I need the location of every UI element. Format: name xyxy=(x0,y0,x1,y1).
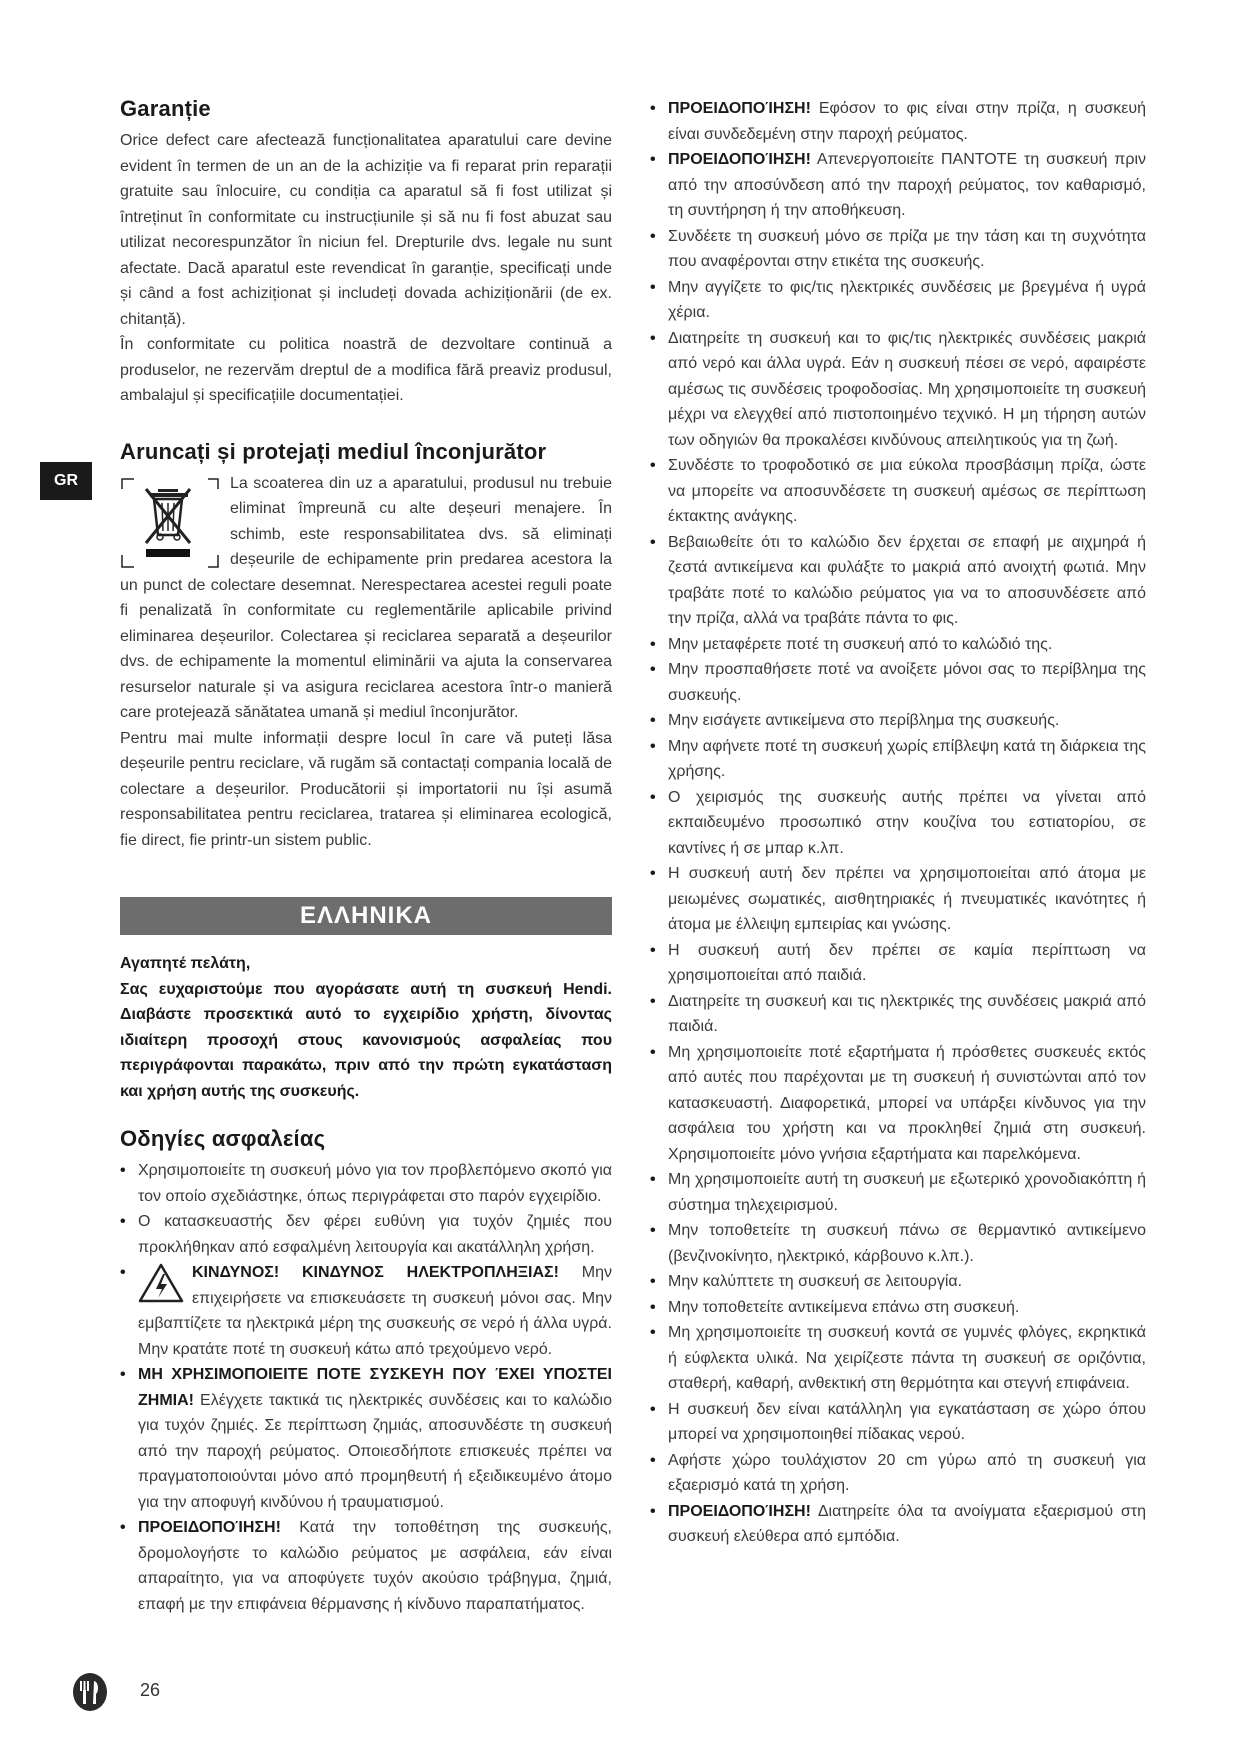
greeting: Αγαπητέ πελάτη, xyxy=(120,955,251,972)
list-item: • Διατηρείτε τη συσκευή και το φις/τις ηλεκτρικές συνδέσεις μακριά από νερό και άλλα υγρά. Εάν η συσκευή πέσει σε νερό, αφαιρέστε αμέσως τις συνδέσεις τροφοδοσίας. Μη χρησιμοποιείτε τη συσκευή μέχρι να ελεγχθεί από πιστοποιημένο τεχνικό. Η μη τήρηση αυτών των οδηγιών θα προκαλέσει κινδύνους απειλητικούς για τη ζωή. xyxy=(650,329,1146,449)
list-item: • Συνδέετε τη συσκευή μόνο σε πρίζα με την τάση και τη συχνότητα που αναφέρονται στην ετικέτα της συσκευής. xyxy=(650,227,1146,270)
list-item: • Ο χειρισμός της συσκευής αυτής πρέπει να γίνεται από εκπαιδευμένο προσωπικό στην κουζίνα του εστιατορίου, σε καντίνες ή σε μπαρ κ.λπ. xyxy=(650,788,1146,857)
safety-list-left xyxy=(120,1158,612,1617)
list-item: • Μην τοποθετείτε τη συσκευή πάνω σε θερμαντικό αντικείμενο (βενζινοκίνητο, ηλεκτρικό, κάρβουνο κ.λπ.). xyxy=(650,1222,1146,1265)
safety-heading: Οδηγίες ασφαλείας xyxy=(120,1126,326,1151)
left-column xyxy=(120,96,612,1617)
waste-paragraph-1: La scoaterea din uz a aparatului, produsul nu trebuie eliminat împreună cu alte deșeuri menajere. În schimb, este responsabilitatea dvs. să eliminați deșeurile de echipamente prin predarea acestora la un punct de colectare desemnat. Nerespectarea acestei reguli poate fi penalizată în conformitate cu reglementările aplicabile privind eliminarea deșeurilor. Colectarea și reciclarea separată a deșeurilor dvs. de echipamente la momentul eliminării va ajuta la conservarea resurselor naturale și va asigura reciclarea acestora într-o manieră care protejează sănătatea umană și mediul înconjurător. xyxy=(120,474,612,721)
list-item: • Μην μεταφέρετε ποτέ τη συσκευή από το καλώδιό της. xyxy=(650,635,1053,653)
intro-paragraph: Σας ευχαριστούμε που αγοράσατε αυτή τη συσκευή Hendi. Διαβάστε προσεκτικά αυτό το εγχειρίδιο χρήστη, δίνοντας ιδιαίτερη προσοχή στους κανονισμούς ασφαλείας που περιγράφονται παρακάτω, πριν από την πρώτη εγκατάσταση και χρήση αυτής της συσκευής. xyxy=(120,980,612,1100)
list-item: • ΠΡΟΕΙΔΟΠΟΊΗΣΗ! Διατηρείτε όλα τα ανοίγματα εξαερισμού στη συσκευή ελεύθερα από εμπόδια. xyxy=(650,1502,1146,1545)
list-item: • Μη χρησιμοποιείτε ποτέ εξαρτήματα ή πρόσθετες συσκευές εκτός από αυτές που παρέχονται με τη συσκευή ή συνιστώνται από τον κατασκευαστή. Διαφορετικά, μπορεί να υπάρξει κίνδυνος για την ασφάλεια του χρήστη και να προκληθεί ζημιά στη συσκευή. Χρησιμοποιείτε μόνο γνήσια εξαρτήματα και παρελκόμενα. xyxy=(650,1043,1146,1163)
right-column xyxy=(650,96,1146,1550)
list-item: • Μην αγγίζετε το φις/τις ηλεκτρικές συνδέσεις με βρεγμένα ή υγρά χέρια. xyxy=(650,278,1146,321)
list-item: • ΠΡΟΕΙΔΟΠΟΊΗΣΗ! Εφόσον το φις είναι στην πρίζα, η συσκευή είναι συνδεδεμένη στην παροχή ρεύματος. xyxy=(650,100,1146,143)
electric-warning-icon xyxy=(138,1262,184,1304)
list-item: • Διατηρείτε τη συσκευή και τις ηλεκτρικές της συνδέσεις μακριά από παιδιά. xyxy=(650,992,1146,1035)
list-item: • Ο κατασκευαστής δεν φέρει ευθύνη για τυχόν ζημιές που προκλήθηκαν από εσφαλμένη λειτουργία και ακατάλληλη χρήση. xyxy=(120,1213,612,1256)
list-item: • Η συσκευή αυτή δεν πρέπει να χρησιμοποιείται από άτομα με μειωμένες σωματικές, αισθητηριακές ή πνευματικές ικανότητες ή άτομα με έλλειψη εμπειρίας και γνώσης. xyxy=(650,865,1146,933)
guarantee-heading: Garanție xyxy=(120,96,211,121)
crossed-bin-icon xyxy=(120,475,220,569)
list-item: • Μην εισάγετε αντικείμενα στο περίβλημα της συσκευής. xyxy=(650,712,1060,729)
list-item: • Μη χρησιμοποιείτε αυτή τη συσκευή με εξωτερικό χρονοδιακόπτη ή σύστημα τηλεχειρισμού. xyxy=(650,1171,1146,1214)
list-item: • ΜΗ ΧΡΗΣΙΜΟΠΟΙΕΙΤΕ ΠΟΤΕ ΣΥΣΚΕΥΗ ΠΟΥ ΈΧΕΙ ΥΠΟΣΤΕΙ ΖΗΜΙΑ! Ελέγχετε τακτικά τις ηλεκτρικές συνδέσεις και το καλώδιο για τυχόν ζημιές. Σε περίπτωση ζημιάς, αποσυνδέστε τη συσκευή από την παροχή ρεύματος. Οποιεσδήποτε επισκευές πρέπει να πραγματοποιούνται μόνο από προμηθευτή ή εξειδικευμένο άτομο για την αποφυγή κινδύνου ή τραυματισμού. xyxy=(120,1366,612,1511)
guarantee-paragraph-1: Orice defect care afectează funcționalitatea aparatului care devine evident în termen de un an de la achiziție va fi reparat prin reparații gratuite sau înlocuire, cu condiția ca aparatul să fi fost utilizat și întreținut în conformitate cu instrucțiunile și să nu fi fost abuzat sau utilizat necorespunzător în niciun fel. Drepturile dvs. legale nu sunt afectate. Dacă aparatul este revendicat în garanție, specificați unde și când a fost achiziționat și includeți dovada achiziționării (de ex. chitanță). xyxy=(120,132,612,328)
list-item: • ΚΙΝΔΥΝΟΣ! ΚΙΝΔΥΝΟΣ ΗΛΕΚΤΡΟΠΛΗΞΙΑΣ! Μην επιχειρήσετε να επισκευάσετε τη συσκευή μόνοι σας. Μην εμβαπτίζετε τα ηλεκτρικά μέρη της συσκευής σε νερό ή άλλα υγρά. Μην κρατάτε ποτέ τη συσκευή κάτω από τρεχούμενο νερό. xyxy=(120,1264,613,1358)
list-item: • Αφήστε χώρο τουλάχιστον 20 cm γύρω από τη συσκευή για εξαερισμό κατά τη χρήση. xyxy=(650,1451,1146,1494)
list-item: • Συνδέστε το τροφοδοτικό σε μια εύκολα προσβάσιμη πρίζα, ώστε να μπορείτε να αποσυνδέσετε τη συσκευή αμέσως σε περίπτωση έκτακτης ανάγκης. xyxy=(650,457,1146,525)
list-item: • Χρησιμοποιείτε τη συσκευή μόνο για τον προβλεπόμενο σκοπό για τον οποίο σχεδιάστηκε, όπως περιγράφεται στο παρόν εγχειρίδιο. xyxy=(120,1162,612,1205)
list-item: • Μην προσπαθήσετε ποτέ να ανοίξετε μόνοι σας το περίβλημα της συσκευής. xyxy=(650,661,1146,704)
waste-paragraph-2: Pentru mai multe informații despre locul în care vă puteți lăsa deșeurile pentru reciclare, vă rugăm să contactați compania locală de colectare a deșeurilor. Producătorii și importatorii nu își asumă responsabilitatea pentru reciclarea, tratarea și eliminarea ecologică, fie direct, fie printr-un sistem public. xyxy=(120,729,612,849)
list-item: • Μην αφήνετε ποτέ τη συσκευή χωρίς επίβλεψη κατά τη διάρκεια της χρήσης. xyxy=(650,737,1146,780)
greek-section-banner: ΕΛΛΗΝΙΚΑ xyxy=(120,897,612,935)
list-item: • Βεβαιωθείτε ότι το καλώδιο δεν έρχεται σε επαφή με αιχμηρά ή ζεστά αντικείμενα και φυλάξτε το μακριά από ανοιχτή φωτιά. Μην τραβάτε ποτέ το καλώδιο ρεύματος για να το αποσυνδέσετε από την πρίζα, αλλά να τραβάτε πάντα το φις. xyxy=(650,533,1146,627)
list-item: • ΠΡΟΕΙΔΟΠΟΊΗΣΗ! Κατά την τοποθέτηση της συσκευής, δρομολογήστε το καλώδιο ρεύματος με ασφάλεια, εάν είναι απαραίτητο, για να αποφύγετε τυχόν ακούσιο τράβηγμα, ζημιά, επαφή με την επιφάνεια θέρμανσης ή κίνδυνο παραπατήματος. xyxy=(120,1519,612,1613)
cutlery-logo-icon xyxy=(72,1672,108,1712)
guarantee-paragraph-2: În conformitate cu politica noastră de dezvoltare continuă a produselor, ne rezervăm dreptul de a modifica fără preaviz produsul, ambalajul și specificațiile documentației. xyxy=(120,336,612,404)
list-item: • Μην καλύπτετε τη συσκευή σε λειτουργία. xyxy=(650,1273,963,1290)
list-item: • ΠΡΟΕΙΔΟΠΟΊΗΣΗ! Απενεργοποιείτε ΠΑΝΤΟΤΕ τη συσκευή πριν από την αποσύνδεση από την παροχή ρεύματος, τον καθαρισμό, τη συντήρηση ή την αποθήκευση. xyxy=(650,151,1146,219)
safety-list-right xyxy=(650,96,1146,1550)
list-item: • Μη χρησιμοποιείτε τη συσκευή κοντά σε γυμνές φλόγες, εκρηκτικά ή εύφλεκτα υλικά. Να χειρίζεστε πάντα τη συσκευή σε οριζόντια, σταθερή, καθαρή, ανθεκτική στη θερμότητα και στεγνή επιφάνεια. xyxy=(650,1324,1146,1392)
list-item: • Μην τοποθετείτε αντικείμενα επάνω στη συσκευή. xyxy=(650,1298,1020,1316)
list-item: • Η συσκευή αυτή δεν πρέπει σε καμία περίπτωση να χρησιμοποιείται από παιδιά. xyxy=(650,941,1146,984)
waste-section xyxy=(120,471,612,854)
waste-heading: Aruncați și protejați mediul înconjurător xyxy=(120,438,547,464)
list-item: • Η συσκευή δεν είναι κατάλληλη για εγκατάσταση σε χώρο όπου μπορεί να χρησιμοποιηθεί πίδακας νερού. xyxy=(650,1400,1146,1443)
page-number: 26 xyxy=(140,1680,161,1700)
language-side-tab: GR xyxy=(40,462,92,500)
